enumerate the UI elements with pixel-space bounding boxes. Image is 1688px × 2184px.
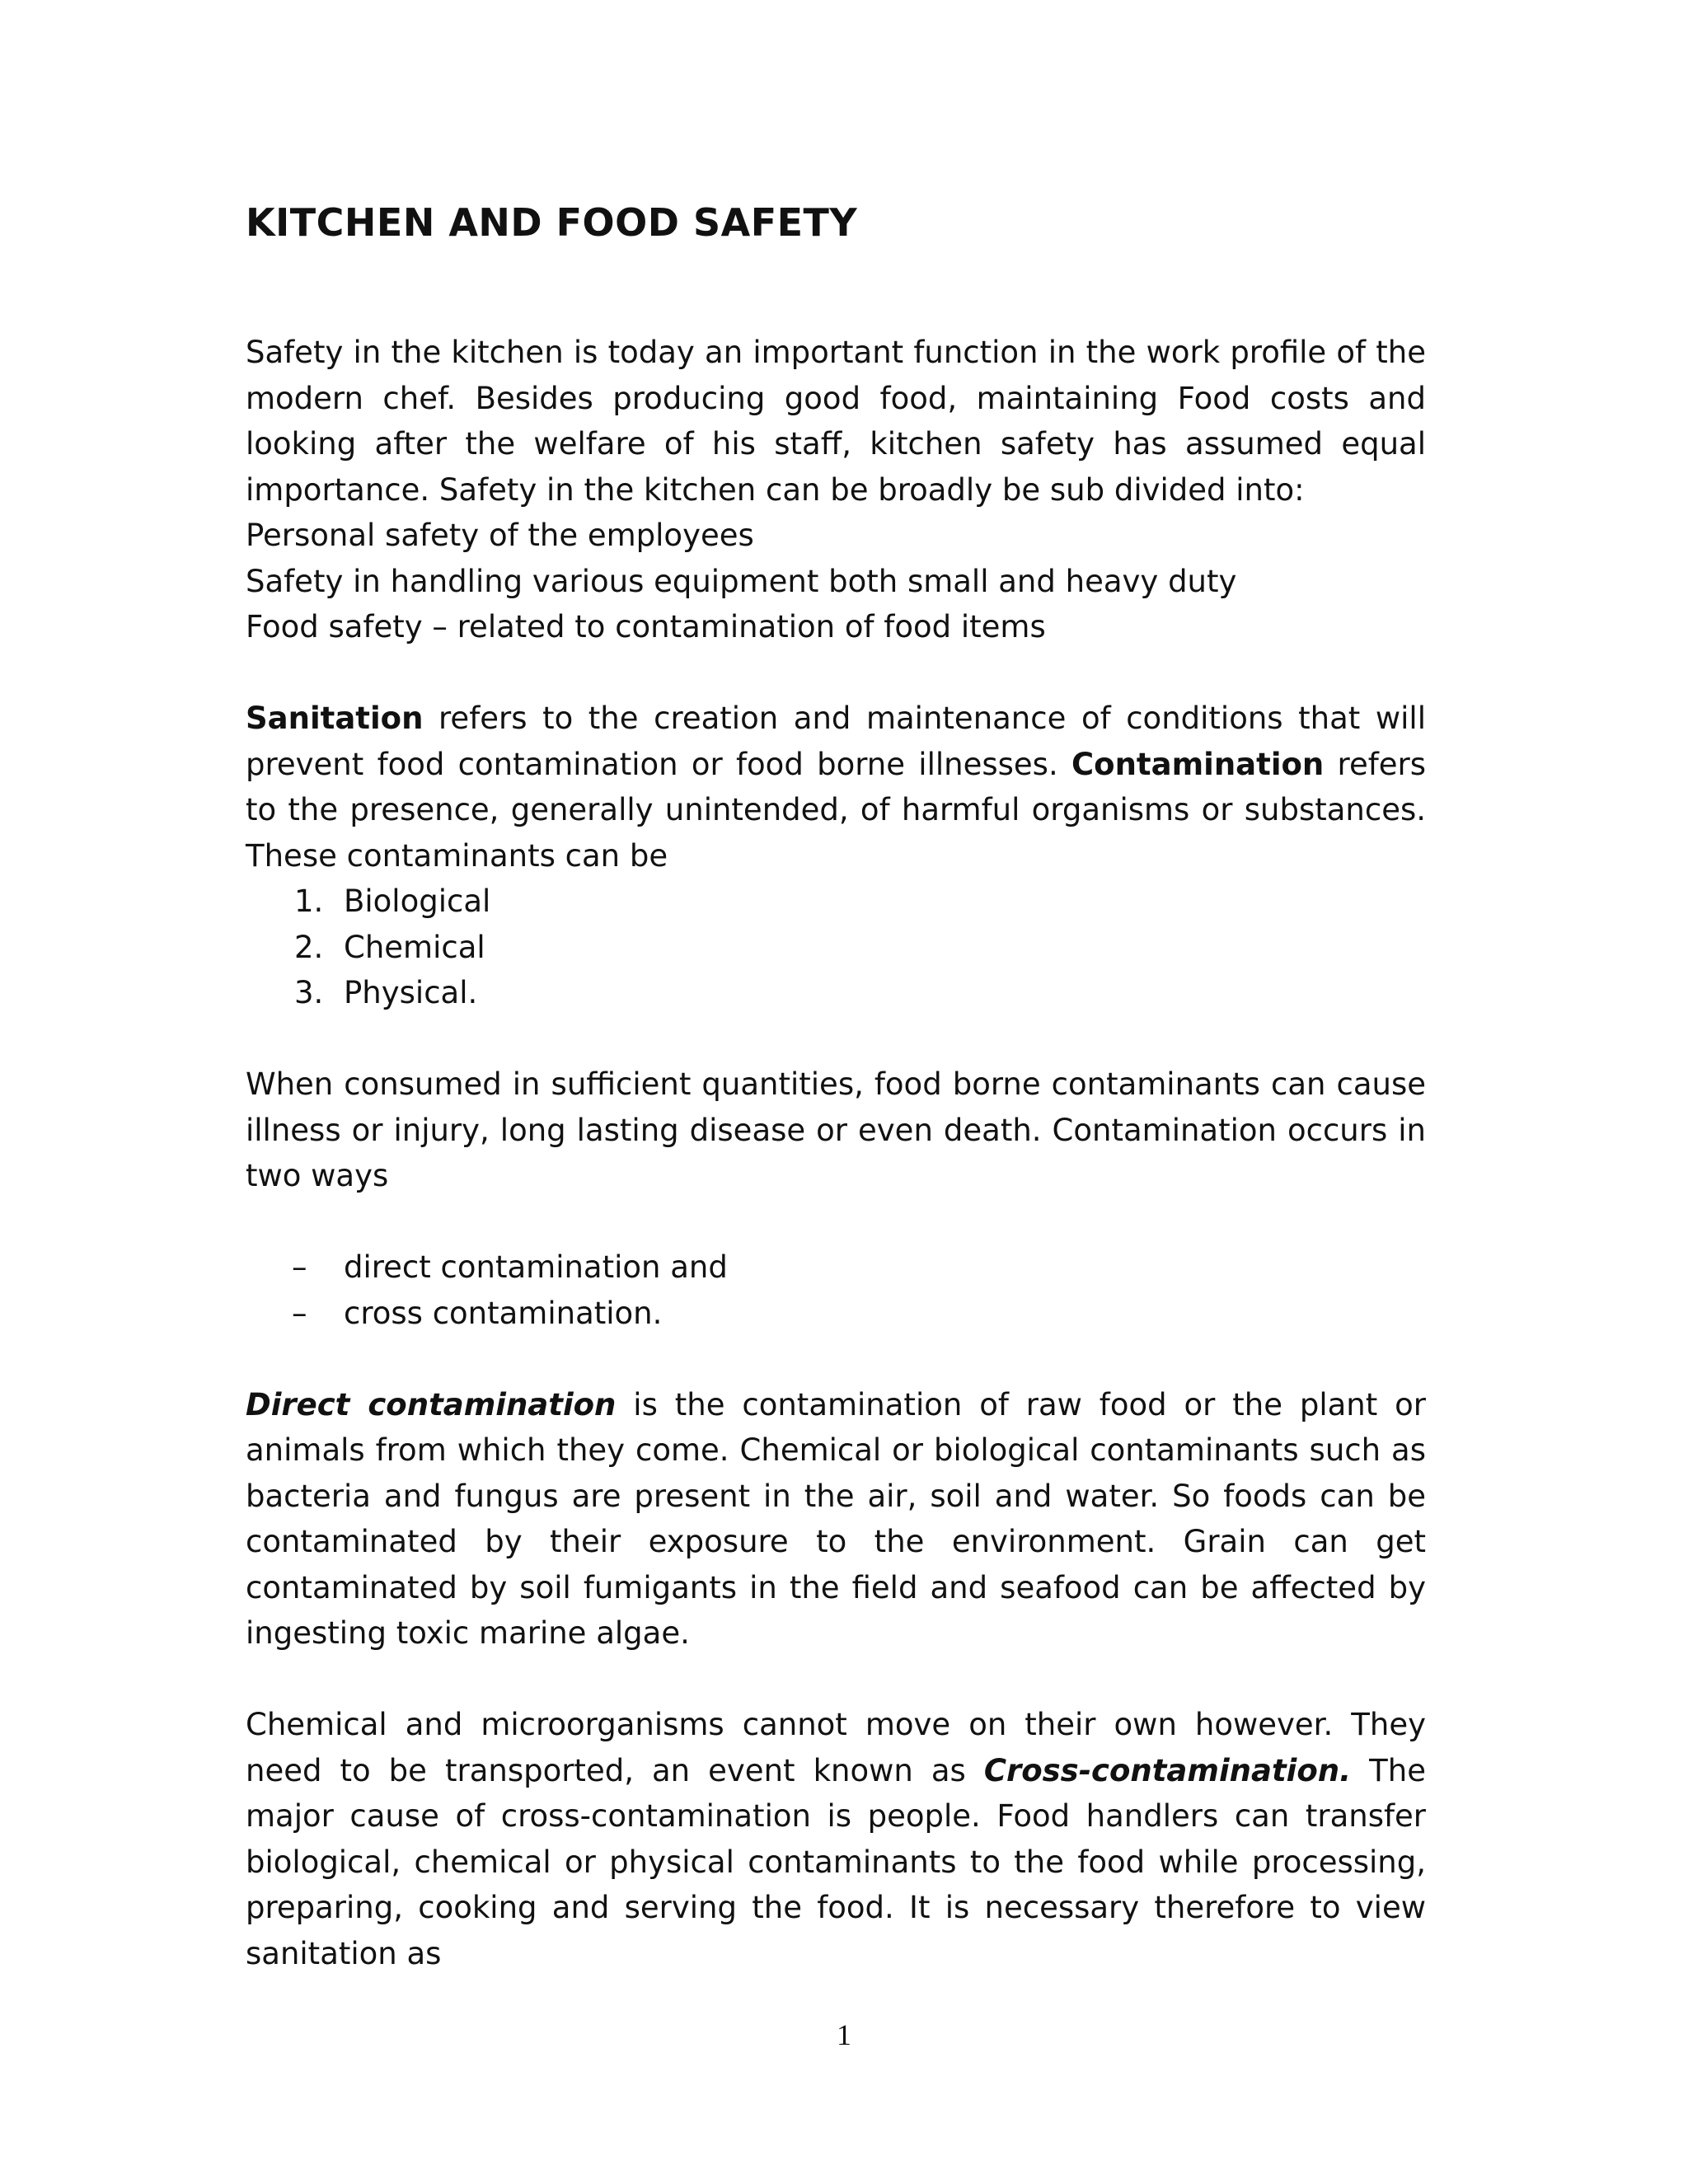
list-label: Chemical [344,929,485,965]
list-item [246,1244,1426,1291]
intro-line-personal: Personal safety of the employees [246,518,754,553]
direct-contamination-text: is the contamination of raw food or the plant or animals from which they come. Chemical or biological contaminants such as bacteria and fungus are present in the air, soil and water. So foods can be contaminated by their exposure to the environment. Grain can get contaminated by soil fumigants in the field and seafood can be affected by ingesting toxic marine algae. [246,1386,1427,1651]
list-label: direct contamination and [344,1249,728,1285]
intro-line-equipment: Safety in handling various equipment both small and heavy duty [246,563,1237,599]
list-label: Physical. [344,975,478,1010]
document-body [246,330,1426,1976]
list-label: Biological [344,883,491,919]
sanitation-text: refers to the creation and maintenance of conditions that will prevent food contamination or food borne illnesses. [246,701,1426,782]
page-number: 1 [837,2018,851,2051]
list-number: 1. [294,883,324,919]
cross-contamination-paragraph [246,1702,1426,1976]
consumed-paragraph: When consumed in sufficient quantities, food borne contaminants can cause illness or injury, long lasting disease or even death. Contamination occurs in two ways [246,1066,1426,1193]
contamination-term: Contamination [1071,746,1325,782]
contamination-ways-list [246,1244,1426,1336]
contaminant-list [246,879,1426,1016]
list-item [246,879,1426,925]
list-label: cross contamination. [344,1295,663,1331]
cross-contamination-text-1: Chemical and microorganisms cannot move on their own however. They need to be transported, an event known as [246,1707,1426,1788]
list-item [246,925,1426,971]
list-number: 3. [294,975,324,1010]
contamination-text: refers to the presence, generally unintended, of harmful organisms or substances. These contaminants can be [246,746,1427,874]
document-page [246,198,1426,1976]
list-item [246,970,1426,1016]
spacer [246,1016,1426,1062]
direct-contamination-term: Direct contamination [246,1386,617,1422]
cross-contamination-text-2: The major cause of cross-contamination is people. Food handlers can transfer biological, chemical or physical contaminants to the food while processing, preparing, cooking and serving the food. It is necessary therefore to view sanitation as [246,1752,1426,1971]
spacer [246,1657,1426,1703]
spacer [246,650,1426,696]
cross-contamination-term: Cross-contamination. [983,1752,1352,1788]
sanitation-paragraph [246,696,1426,879]
dash-bullet: – [292,1249,307,1285]
sanitation-term: Sanitation [246,701,424,736]
page-title: KITCHEN AND FOOD SAFETY [246,200,858,245]
list-item [246,1291,1426,1337]
list-number: 2. [294,929,324,965]
dash-bullet: – [292,1295,307,1331]
intro-paragraph: Safety in the kitchen is today an important function in the work profile of the modern chef. Besides producing good food, maintaining Food costs and looking after the welfare of his staff, kitchen safety has assumed equal importance. Safety in the kitchen can be broadly be sub divided into: [246,335,1426,508]
spacer [246,1336,1426,1382]
intro-line-food: Food safety – related to contamination of food items [246,609,1046,644]
spacer [246,1199,1426,1245]
direct-contamination-paragraph [246,1382,1426,1657]
